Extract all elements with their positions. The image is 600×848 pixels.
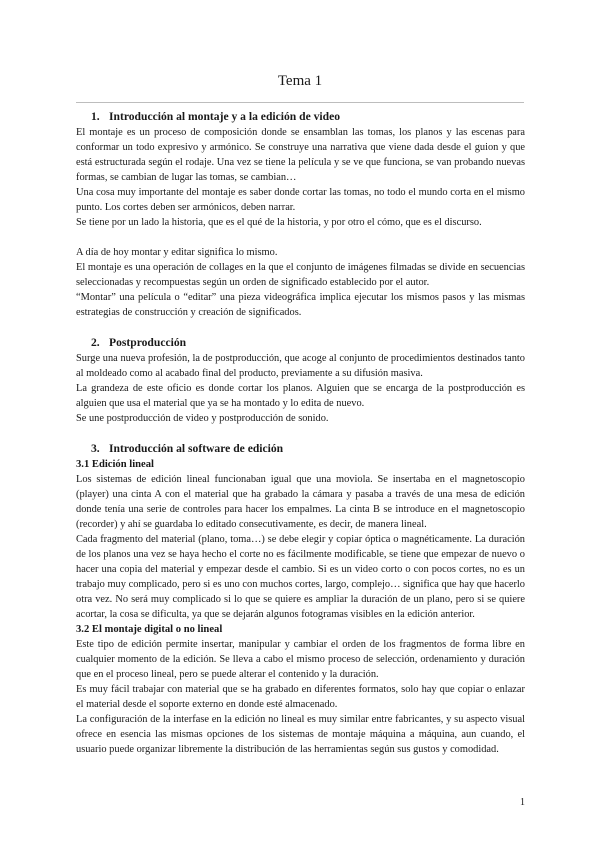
paragraph: Es muy fácil trabajar con material que se ha grabado en diferentes formatos, solo hay que copiar o enlazar el material desde el soporte externo en donde esté almacenado. xyxy=(76,684,525,710)
paragraph: El montaje es una operación de collages en la que el conjunto de imágenes filmadas se divide en secuencias seleccionadas y recompuestas según un orden de significado establecido por el autor. xyxy=(76,262,525,288)
title-divider xyxy=(76,102,524,103)
subsection-heading-3-2: 3.2 El montaje digital o no lineal xyxy=(76,624,223,635)
paragraph: Cada fragmento del material (plano, toma…) se debe elegir y copiar óptica o magnéticamente. La duración de los planos una vez se haya hecho el corte no es fácilmente modificable, se tiene que empezar de nuevo o hacer una copia del material y empezar desde el cambio. Si es un video corto o con pocos cortes, no es un trabajo muy complicado, pero si es uno con muchos cortes, largo, complejo… significa que hay que hacerlo otra vez. No será muy complicado si lo que se quiere es ampliar la duración de un plano, pero si se quiere acortar, la cosa se dificulta, ya que se dejarán algunos fotogramas visibles en la edición anterior. xyxy=(76,534,525,620)
paragraph: Surge una nueva profesión, la de postproducción, que acoge al conjunto de procedimientos destinados tanto al moldeado como al acabado final del producto, previamente a su difusión masiva. xyxy=(76,353,525,379)
paragraph: “Montar” una película o “editar” una pieza videográfica implica ejecutar los mismos pasos y las mismas estrategias de construcción y creación de significados. xyxy=(76,292,525,318)
document-body xyxy=(76,108,525,757)
section-number: 3. xyxy=(91,442,100,455)
document-title: Tema 1 xyxy=(277,73,323,89)
section-title: Introducción al montaje y a la edición de video xyxy=(109,110,341,123)
page-number: 1 xyxy=(520,797,525,808)
section-number: 1. xyxy=(91,110,100,123)
section-heading-3 xyxy=(76,440,525,457)
section-title: Postproducción xyxy=(109,336,187,349)
paragraph: Se tiene por un lado la historia, que es el qué de la historia, y por otro el cómo, que es el discurso. xyxy=(76,217,482,228)
section-heading-1 xyxy=(76,108,525,125)
paragraph: Una cosa muy importante del montaje es saber donde cortar las tomas, no todo el mundo corta en el mismo punto. Los cortes deben ser armónicos, deben narrar. xyxy=(76,187,525,213)
paragraph: El montaje es un proceso de composición donde se ensamblan las tomas, los planos y las escenas para conformar un todo expresivo y armónico. Se construye una narrativa que viene dada desde el guion y que está estructurada según el rodaje. Una vez se tiene la película y se ve que funciona, se van probando nuevas formas, se cambian de lugar las tomas, se cambian… xyxy=(76,127,525,183)
section-heading-2 xyxy=(76,334,525,351)
subsection-heading-3-1: 3.1 Edición lineal xyxy=(76,459,154,470)
paragraph: Este tipo de edición permite insertar, manipular y cambiar el orden de los fragmentos de forma libre en cualquier momento de la edición. Se lleva a cabo el mismo proceso de selección, ordenamiento y duración que en el proceso lineal, pero se puede alterar el contenido y la duración. xyxy=(76,639,525,680)
paragraph: Los sistemas de edición lineal funcionaban igual que una moviola. Se insertaba en el magnetoscopio (player) una cinta A con el material que ha grabado la cámara y pasaba a través de una mesa de edición donde tenía una serie de controles para hacer los empalmes. La cinta B se introduce en el magnetoscopio (recorder) y ahí se guardaba lo editado consecutivamente, es decir, de manera lineal. xyxy=(76,474,525,530)
paragraph: La grandeza de este oficio es donde cortar los planos. Alguien que se encarga de la postproducción es alguien que usa el material que ya se ha montado y lo edita de nuevo. xyxy=(76,383,525,409)
paragraph: La configuración de la interfase en la edición no lineal es muy similar entre fabricantes, y su aspecto visual ofrece en esencia las mismas opciones de los sistemas de montaje máquina a máquina, aun cuando, el usuario puede organizar libremente la distribución de las herramientas según sus gustos y comodidad. xyxy=(76,714,525,755)
paragraph: A día de hoy montar y editar significa lo mismo. xyxy=(76,247,278,258)
paragraph: Se une postproducción de video y postproducción de sonido. xyxy=(76,413,329,424)
section-title: Introducción al software de edición xyxy=(109,442,284,455)
section-number: 2. xyxy=(91,336,100,349)
